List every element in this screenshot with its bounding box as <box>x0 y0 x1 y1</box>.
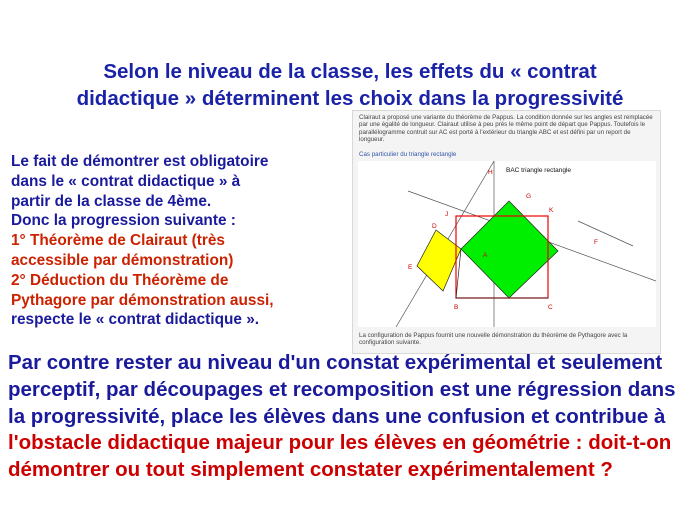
point-label-k: K <box>549 207 554 214</box>
progression-line: partir de la classe de 4ème. <box>11 192 212 210</box>
progression-step-line: 1° Théorème de Clairaut (très <box>11 232 225 250</box>
point-label-h: H <box>488 169 493 176</box>
progression-text <box>11 152 356 330</box>
point-label-d: D <box>432 223 437 230</box>
point-label-e: E <box>408 264 413 271</box>
point-label-c: C <box>548 304 553 311</box>
progression-line: Donc la progression suivante : <box>11 212 236 230</box>
point-label-g: G <box>526 193 532 200</box>
point-label-a: A <box>483 252 488 259</box>
progression-step-line: Pythagore par démonstration aussi, <box>11 291 274 309</box>
figure-intro-text: Clairaut a proposé une variante du théorème de Pappus. La condition donnée sur les angles est remplacée par une égalité de longueur. Clairaut utilise à peu près le même point de départ que Pappus. Toutefois le parallélogramme contruit sur AC est porté à l'extérieur du triangle ABC et est défini par un report de longueur. <box>359 114 653 144</box>
figure-conclusion-text: La configuration de Pappus fournit une nouvelle démonstration du théorème de Pythagore avec la configuration suivante. <box>359 332 628 347</box>
slide-title-line-2: didactique » déterminent les choix dans la progressivité <box>76 87 624 110</box>
conclusion-blue-text: Par contre rester au niveau d'un constat expérimental et seulement perceptif, par découpages et recomposition est une régression dans la progressivité, place les élèves dans une confusion et contribue à <box>8 351 676 428</box>
conclusion-paragraph <box>8 350 684 484</box>
progression-line: Le fait de démontrer est obligatoire <box>11 153 269 170</box>
yellow-square <box>417 230 461 291</box>
progression-last-line: respecte le « contrat didactique ». <box>11 311 260 329</box>
geometry-diagram <box>358 161 656 327</box>
conclusion-red-text: l'obstacle didactique majeur pour les élèves en géométrie : doit-t-on démontrer ou tout simplement constater expérimentalement ? <box>8 431 672 482</box>
clairaut-figure <box>352 110 661 354</box>
construction-line <box>578 221 633 246</box>
progression-step-line: accessible par démonstration) <box>11 251 234 269</box>
point-label-b: B <box>454 304 459 311</box>
point-label-j: J <box>445 211 449 218</box>
point-label-f: F <box>594 239 598 246</box>
progression-step-line: 2° Déduction du Théorème de <box>11 271 229 289</box>
progression-line: dans le « contrat didactique » à <box>11 172 241 190</box>
figure-case-title: Cas particulier du triangle rectangle <box>359 151 457 158</box>
slide-title-line-1: Selon le niveau de la classe, les effets du « contrat <box>103 60 597 83</box>
slide-title <box>20 58 680 112</box>
diagram-caption: BAC triangle rectangle <box>506 167 572 174</box>
